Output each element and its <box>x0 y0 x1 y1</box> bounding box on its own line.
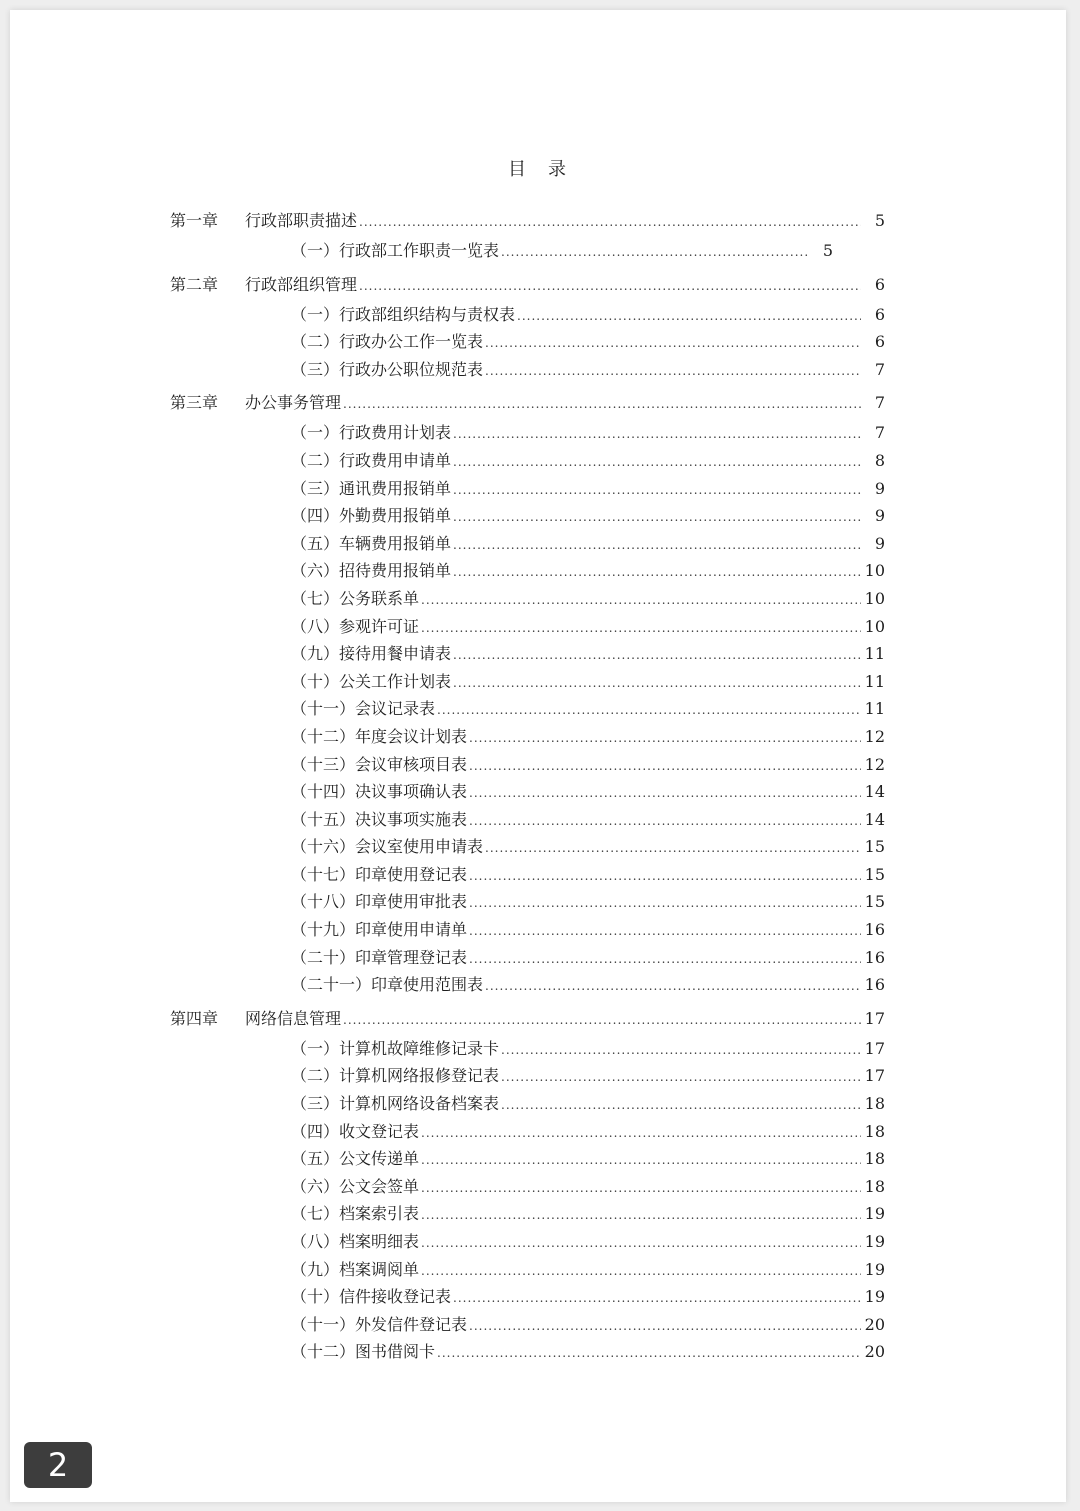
toc-title: 目 录 <box>508 159 568 180</box>
page-ref: 11 <box>864 699 885 719</box>
toc-section-entry[interactable] <box>170 1312 885 1340</box>
dot-leader <box>469 814 861 828</box>
toc-section-entry[interactable] <box>170 1063 885 1091</box>
toc-section-entry[interactable] <box>170 641 885 669</box>
section-title: （八）参观许可证 <box>291 616 420 636</box>
page-ref: 15 <box>864 837 885 857</box>
section-title: （十五）决议事项实施表 <box>291 809 468 829</box>
section-title: （一）行政部组织结构与责权表 <box>291 304 516 324</box>
section-title: （一）行政费用计划表 <box>291 423 452 443</box>
page-ref: 7 <box>874 359 885 379</box>
dot-leader <box>359 279 861 293</box>
dot-leader <box>469 759 861 773</box>
toc-section-entry[interactable] <box>170 448 885 476</box>
page-ref: 8 <box>874 450 885 470</box>
page-ref: 10 <box>864 588 885 608</box>
toc-section-entry[interactable] <box>170 779 885 807</box>
section-title: （六）招待费用报销单 <box>291 561 452 581</box>
dot-leader <box>501 1098 861 1112</box>
section-title: （七）档案索引表 <box>291 1204 420 1224</box>
dot-leader <box>453 1291 861 1305</box>
dot-leader <box>453 676 861 690</box>
dot-leader <box>469 1319 861 1333</box>
section-title: （二）行政费用申请单 <box>291 450 452 470</box>
page-ref: 17 <box>864 1008 885 1028</box>
toc-section-entry[interactable] <box>170 834 885 862</box>
page-number-badge: 2 <box>24 1442 92 1488</box>
section-title: （十九）印章使用申请单 <box>291 920 468 940</box>
section-title: （五）公文传递单 <box>291 1149 420 1169</box>
dot-leader <box>517 309 861 323</box>
toc-section-entry[interactable] <box>170 945 885 973</box>
dot-leader <box>421 1208 861 1222</box>
section-title: （十四）决议事项确认表 <box>291 782 468 802</box>
page-ref: 12 <box>864 726 885 746</box>
section-title: （三）行政办公职位规范表 <box>291 359 484 379</box>
dot-leader <box>421 1126 861 1140</box>
section-title: （九）接待用餐申请表 <box>291 644 452 664</box>
dot-leader <box>343 397 861 411</box>
section-title: （十）信件接收登记表 <box>291 1287 452 1307</box>
chapter-number: 第三章 <box>170 393 219 413</box>
page-ref: 20 <box>864 1314 885 1334</box>
toc-chapter-entry[interactable] <box>170 1006 885 1036</box>
dot-leader <box>453 427 861 441</box>
section-title: （五）车辆费用报销单 <box>291 533 452 553</box>
toc-section-entry[interactable] <box>170 1036 885 1064</box>
page-ref: 18 <box>864 1149 885 1169</box>
page-ref: 17 <box>864 1038 885 1058</box>
dot-leader <box>421 593 861 607</box>
section-title: （十一）会议记录表 <box>291 699 436 719</box>
toc-section-entry[interactable] <box>170 302 885 330</box>
page-ref: 10 <box>864 616 885 636</box>
page-ref: 10 <box>864 561 885 581</box>
page-ref: 17 <box>864 1066 885 1086</box>
page-ref: 15 <box>864 864 885 884</box>
toc-chapter-entry[interactable] <box>170 208 885 238</box>
section-title: （六）公文会签单 <box>291 1176 420 1196</box>
dot-leader <box>421 621 861 635</box>
page-ref: 15 <box>864 892 885 912</box>
page-ref: 7 <box>874 423 885 443</box>
toc-section-entry[interactable] <box>170 503 885 531</box>
dot-leader <box>469 896 861 910</box>
toc-section-entry[interactable] <box>170 1257 885 1285</box>
page-ref: 11 <box>864 671 885 691</box>
dot-leader <box>501 245 809 259</box>
toc-chapter-entry[interactable] <box>170 272 885 302</box>
chapter-number: 第一章 <box>170 211 219 230</box>
toc-section-entry[interactable] <box>170 917 885 945</box>
toc-section-entry[interactable] <box>170 558 885 586</box>
page-ref: 19 <box>864 1287 885 1307</box>
toc-section-entry[interactable] <box>170 1339 885 1367</box>
toc-section-entry[interactable] <box>170 1091 885 1119</box>
dot-leader <box>453 538 861 552</box>
dot-leader <box>343 1013 861 1027</box>
section-title: （十三）会议审核项目表 <box>291 754 468 774</box>
page-ref: 14 <box>864 809 885 829</box>
section-title: （四）外勤费用报销单 <box>291 506 452 526</box>
toc-section-entry[interactable] <box>170 1284 885 1312</box>
toc-section-entry[interactable] <box>170 752 885 780</box>
section-title: （二十一）印章使用范围表 <box>291 975 484 995</box>
dot-leader <box>421 1153 861 1167</box>
section-title: （十八）印章使用审批表 <box>291 892 468 912</box>
page-ref: 12 <box>864 754 885 774</box>
dot-leader <box>485 841 861 855</box>
toc-section-entry[interactable] <box>170 586 885 614</box>
toc-section-entry[interactable] <box>170 329 885 357</box>
dot-leader <box>469 731 861 745</box>
dot-leader <box>359 215 861 229</box>
section-title: （四）收文登记表 <box>291 1121 420 1141</box>
section-title: （二）行政办公工作一览表 <box>291 332 484 352</box>
dot-leader <box>453 483 861 497</box>
dot-leader <box>453 510 861 524</box>
dot-leader <box>485 364 861 378</box>
page-ref: 9 <box>874 533 885 553</box>
section-title: （十一）外发信件登记表 <box>291 1314 468 1334</box>
toc-section-entry[interactable] <box>170 972 885 1000</box>
toc-chapter-entry[interactable] <box>170 390 885 420</box>
chapter-number: 第四章 <box>170 1008 219 1028</box>
toc-section-entry[interactable] <box>170 1146 885 1174</box>
chapter-title: 办公事务管理 <box>245 393 342 413</box>
dot-leader <box>453 648 861 662</box>
toc-section-entry[interactable] <box>170 889 885 917</box>
page-ref: 16 <box>864 947 885 967</box>
document-page <box>10 10 1066 1502</box>
section-title: （三）通讯费用报销单 <box>291 478 452 498</box>
section-title: （三）计算机网络设备档案表 <box>291 1094 500 1114</box>
toc-section-entry[interactable] <box>170 238 833 266</box>
page-ref: 5 <box>874 211 885 230</box>
section-title: （七）公务联系单 <box>291 588 420 608</box>
toc-section-entry[interactable] <box>170 1174 885 1202</box>
toc-section-entry[interactable] <box>170 420 885 448</box>
toc-section-entry[interactable] <box>170 1119 885 1147</box>
section-title: （十二）年度会议计划表 <box>291 726 468 746</box>
page-ref: 11 <box>864 644 885 664</box>
section-title: （九）档案调阅单 <box>291 1259 420 1279</box>
page-ref: 6 <box>874 332 885 352</box>
toc-section-entry[interactable] <box>170 807 885 835</box>
page-ref: 20 <box>864 1342 885 1362</box>
dot-leader <box>469 786 861 800</box>
page-ref: 16 <box>864 920 885 940</box>
section-title: （十二）图书借阅卡 <box>291 1342 436 1362</box>
dot-leader <box>453 455 861 469</box>
page-ref: 5 <box>822 241 833 260</box>
toc-section-entry[interactable] <box>170 476 885 504</box>
section-title: （十六）会议室使用申请表 <box>291 837 484 857</box>
page-ref: 9 <box>874 478 885 498</box>
dot-leader <box>421 1264 861 1278</box>
page-ref: 18 <box>864 1176 885 1196</box>
toc-section-entry[interactable] <box>170 1201 885 1229</box>
page-ref: 16 <box>864 975 885 995</box>
toc-section-entry[interactable] <box>170 724 885 752</box>
toc-section-entry[interactable] <box>170 531 885 559</box>
dot-leader <box>485 979 861 993</box>
dot-leader <box>421 1181 861 1195</box>
page-ref: 14 <box>864 782 885 802</box>
table-of-contents <box>170 208 885 1367</box>
chapter-title: 行政部组织管理 <box>245 274 358 294</box>
section-title: （二）计算机网络报修登记表 <box>291 1066 500 1086</box>
toc-section-entry[interactable] <box>170 696 885 724</box>
page-ref: 6 <box>874 274 885 294</box>
page-ref: 19 <box>864 1204 885 1224</box>
section-title: （十）公关工作计划表 <box>291 671 452 691</box>
page-ref: 18 <box>864 1121 885 1141</box>
toc-section-entry[interactable] <box>170 862 885 890</box>
toc-section-entry[interactable] <box>170 1229 885 1257</box>
dot-leader <box>469 952 861 966</box>
section-title: （一）计算机故障维修记录卡 <box>291 1038 500 1058</box>
toc-section-entry[interactable] <box>170 614 885 642</box>
page-ref: 9 <box>874 506 885 526</box>
dot-leader <box>469 869 861 883</box>
toc-section-entry[interactable] <box>170 669 885 697</box>
dot-leader <box>437 703 861 717</box>
dot-leader <box>501 1070 861 1084</box>
section-title: （八）档案明细表 <box>291 1232 420 1251</box>
section-title: （二十）印章管理登记表 <box>291 947 468 967</box>
dot-leader <box>421 1236 861 1250</box>
page-ref: 19 <box>864 1232 885 1251</box>
chapter-title: 网络信息管理 <box>245 1008 342 1028</box>
page-ref: 7 <box>874 393 885 413</box>
page-ref: 18 <box>864 1094 885 1114</box>
section-title: （十七）印章使用登记表 <box>291 864 468 884</box>
dot-leader <box>485 336 861 350</box>
dot-leader <box>469 924 861 938</box>
chapter-number: 第二章 <box>170 274 219 294</box>
dot-leader <box>501 1043 861 1057</box>
chapter-title: 行政部职责描述 <box>245 211 358 230</box>
toc-section-entry[interactable] <box>170 357 885 385</box>
page-ref: 6 <box>874 304 885 324</box>
page-ref: 19 <box>864 1259 885 1279</box>
dot-leader <box>453 565 861 579</box>
section-title: （一）行政部工作职责一览表 <box>291 241 500 260</box>
dot-leader <box>437 1346 861 1360</box>
